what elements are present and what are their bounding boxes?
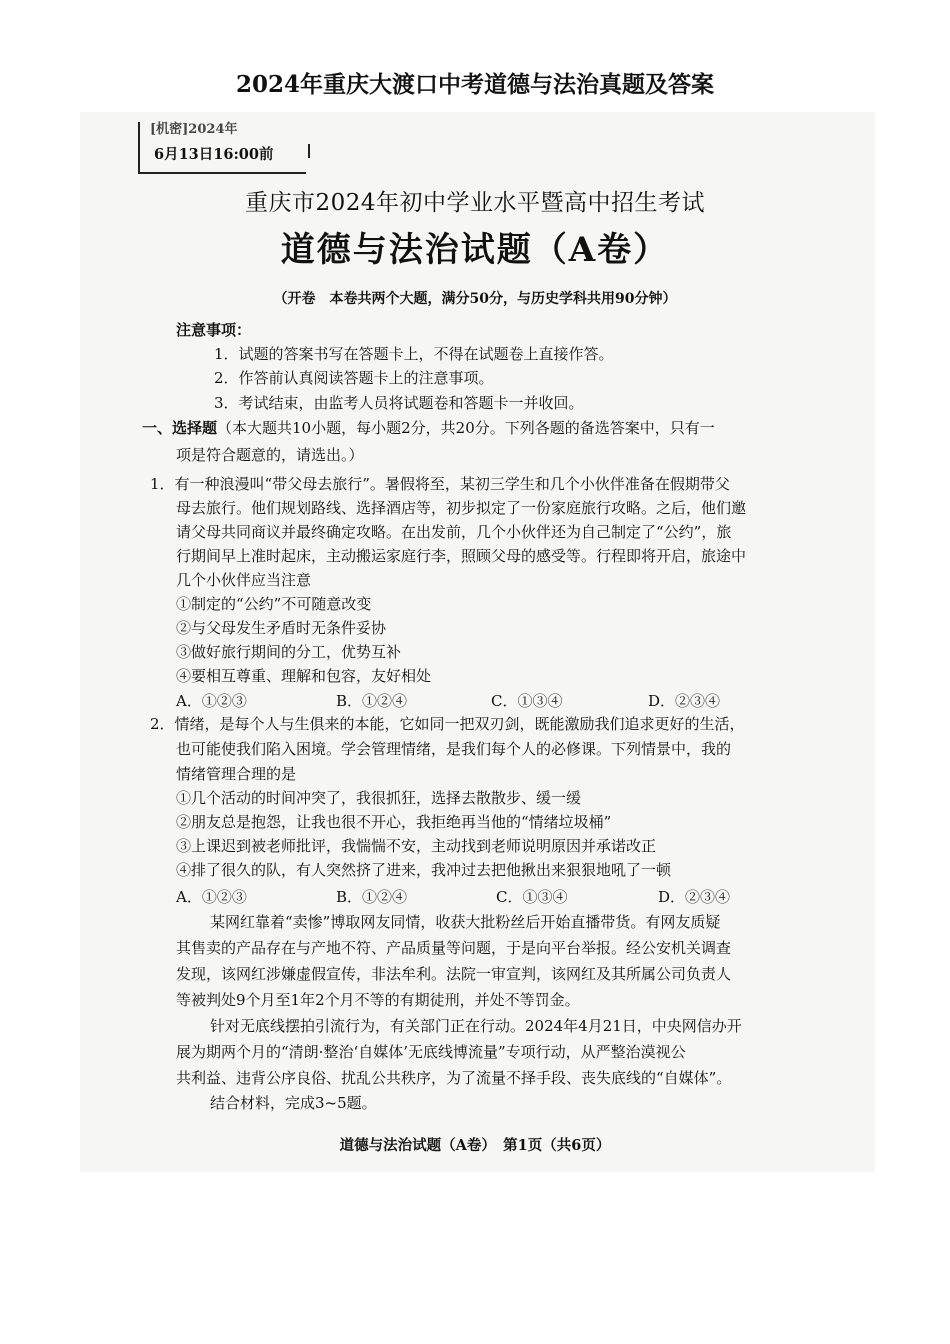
q1-item-1: ①制定的“公约”不可随意改变 (176, 595, 372, 613)
q2-stem-line-2: 也可能使我们陷入困境。学会管理情绪，是我们每个人的必修课。下列情景中，我的 (176, 740, 732, 758)
material-instruction: 结合材料，完成3~5题。 (210, 1094, 377, 1112)
section1-desc-1: （本大题共10小题，每小题2分，共20分。下列各题的备选答案中，只有一 (217, 419, 715, 437)
stamp-time: 6月13日16:00前 (154, 146, 274, 163)
q2-stem-line-1: 2．情绪，是每个人与生俱来的本能，它如同一把双刃剑，既能激励我们追求更好的生活， (150, 715, 745, 733)
q1-stem-line-2: 母去旅行。他们规划路线、选择酒店等，初步拟定了一份家庭旅行攻略。之后，他们邀 (176, 499, 747, 517)
q1-option-a: A．①②③ (176, 692, 247, 710)
material-p2-line-3: 共利益、违背公序良俗、扰乱公共秩序，为了流量不择手段、丧失底线的“自媒体”。 (176, 1069, 732, 1087)
q1-stem-line-3: 请父母共同商议并最终确定攻略。在出发前，几个小伙伴还为自己制定了“公约”，旅 (176, 523, 732, 541)
material-p1-line-2: 其售卖的产品存在与产地不符、产品质量等问题，于是向平台举报。经公安机关调查 (176, 939, 732, 957)
q2-option-d: D．②③④ (658, 888, 731, 906)
stamp-tick (308, 144, 310, 158)
material-p2-line-1: 针对无底线摆拍引流行为，有关部门正在行动。2024年4月21日，中央网信办开 (210, 1017, 742, 1035)
q1-item-4: ④要相互尊重、理解和包容，友好相处 (176, 667, 432, 685)
q1-stem-line-4: 行期间早上准时起床，主动搬运家庭行李，照顾父母的感受等。行程即将开启，旅途中 (176, 547, 747, 565)
q2-option-b: B．①②④ (336, 888, 408, 906)
q2-item-1: ①几个活动的时间冲突了，我很抓狂，选择去散散步、缓一缓 (176, 789, 582, 807)
q2-item-3: ③上课迟到被老师批评，我惴惴不安，主动找到老师说明原因并承诺改正 (176, 837, 657, 855)
section1-desc-2: 项是符合题意的，请选出。） (176, 446, 364, 464)
q2-stem-line-3: 情绪管理合理的是 (176, 765, 297, 783)
q1-stem-line-1: 1．有一种浪漫叫“带父母去旅行”。暑假将至，某初三学生和几个小伙伴准备在假期带父 (150, 475, 730, 493)
page-footer: 道德与法治试题（A卷） 第1页（共6页） (339, 1137, 611, 1154)
material-p1-line-4: 等被判处9个月至1年2个月不等的有期徒刑，并处不等罚金。 (176, 991, 580, 1009)
notice-item-3: 3．考试结束，由监考人员将试题卷和答题卡一并收回。 (214, 394, 584, 412)
confidential-stamp (138, 122, 306, 174)
stamp-cut-text: [机密]2024年 (150, 122, 238, 137)
q2-option-a: A．①②③ (176, 888, 247, 906)
q1-stem-line-5: 几个小伙伴应当注意 (176, 571, 312, 589)
notice-item-2: 2．作答前认真阅读答题卡上的注意事项。 (214, 369, 494, 387)
material-p1-line-1: 某网红靠着“卖惨”博取网友同情，收获大批粉丝后开始直播带货。有网友质疑 (210, 913, 721, 931)
q1-item-3: ③做好旅行期间的分工，优势互补 (176, 643, 402, 661)
material-p1-line-3: 发现，该网红涉嫌虚假宣传，非法牟利。法院一审宣判，该网红及其所属公司负责人 (176, 965, 732, 983)
q2-option-c: C．①③④ (496, 888, 568, 906)
q2-item-4: ④排了很久的队，有人突然挤了进来，我冲过去把他揪出来狠狠地吼了一顿 (176, 861, 672, 879)
q2-item-2: ②朋友总是抱怨，让我也很不开心，我拒绝再当他的“情绪垃圾桶” (176, 813, 612, 831)
section1-title: 一、选择题 (142, 419, 218, 437)
exam-subject-title: 道德与法治试题（A卷） (280, 230, 670, 270)
exam-note: （开卷 本卷共两个大题，满分50分，与历史学科共用90分钟） (273, 291, 677, 307)
q1-option-d: D．②③④ (648, 692, 721, 710)
notice-item-1: 1．试题的答案书写在答题卡上，不得在试题卷上直接作答。 (214, 345, 614, 363)
material-p2-line-2: 展为期两个月的“清朗·整治‘自媒体’无底线博流量”专项行动，从严整治漠视公 (176, 1043, 686, 1061)
q1-item-2: ②与父母发生矛盾时无条件妥协 (176, 619, 387, 637)
section1-heading (142, 416, 715, 440)
q1-option-b: B．①②④ (336, 692, 408, 710)
notice-heading: 注意事项： (176, 321, 252, 339)
exam-name: 重庆市2024年初中学业水平暨高中招生考试 (244, 190, 706, 216)
document-title: 2024年重庆大渡口中考道德与法治真题及答案 (235, 71, 714, 98)
q1-option-c: C．①③④ (491, 692, 563, 710)
